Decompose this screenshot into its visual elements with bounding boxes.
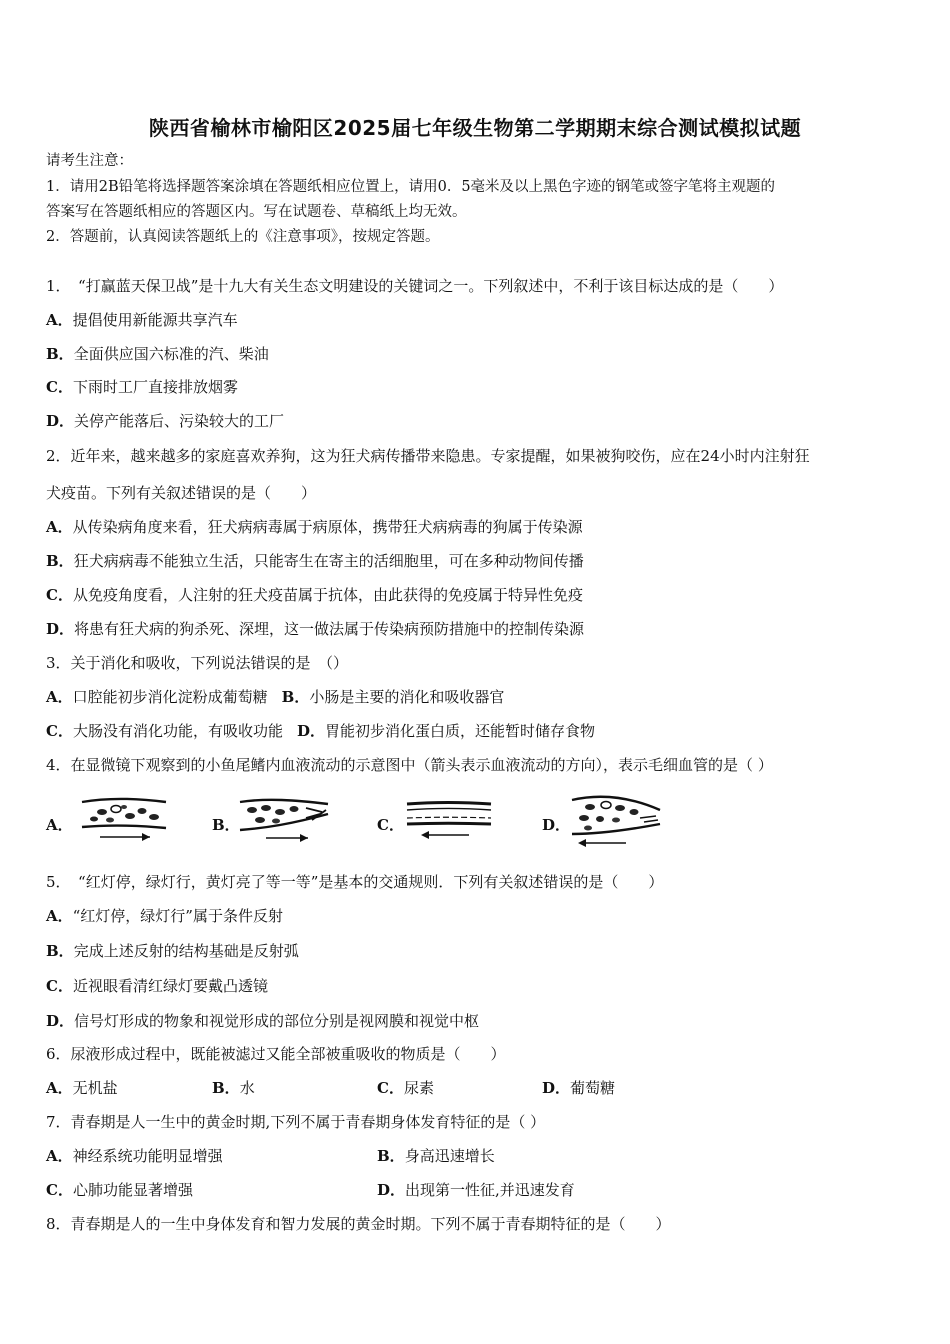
q5-option-c-label: C． [46,977,73,995]
q6-option-b-label: B． [212,1079,240,1097]
q5-option-b-text: 完成上述反射的结构基础是反射弧 [73,942,299,960]
q2-option-d-text: 将患有狂犬病的狗杀死、深埋，这一做法属于传染病预防措施中的控制传染源 [74,620,585,638]
q4-option-b-figure [212,790,342,850]
q6-stem: 6．尿液形成过程中，既能被滤过又能全部被重吸收的物质是（ ） [46,1045,506,1063]
q1-option-b-text: 全面供应国六标准的汽、柴油 [73,345,269,363]
q2-option-a-label: A． [46,518,73,536]
q4-option-a-figure [46,790,176,850]
notice-line-3: 2．答题前，认真阅读答题纸上的《注意事项》，按规定答题。 [46,229,440,245]
q7-option-a-text: 神经系统功能明显增强 [72,1147,223,1165]
q7-option-c [46,1180,193,1200]
page-title: 陕西省榆林市榆阳区2025届七年级生物第二学期期末综合测试模拟试题 [148,116,802,140]
q2-option-c-label: C． [46,586,73,604]
q1-option-b [46,344,269,364]
q6-option-c-text: 尿素 [403,1079,434,1097]
q3-option-a-label: A． [46,688,73,706]
q4-option-d-figure [542,790,672,850]
q3-option-a-text: 口腔能初步消化淀粉成葡萄糖 [72,688,268,706]
q8-stem: 8．青春期是人的一生中身体发育和智力发展的黄金时期。下列不属于青春期特征的是（ ） [46,1215,671,1233]
q5-option-a-label: A． [46,907,73,925]
q6-option-a-label: A． [46,1079,73,1097]
q3-stem: 3．关于消化和吸收，下列说法错误的是 （） [46,654,349,672]
vessel-diagram-b [236,790,336,846]
q6-option-c [377,1078,434,1098]
q5-option-b [46,941,299,961]
q4-option-d-label: D． [542,816,571,834]
q5-option-c [46,976,268,996]
q7-option-d [377,1180,575,1200]
q5-stem: 5． “红灯停，绿灯行，黄灯亮了等一等”是基本的交通规则．下列有关叙述错误的是（ ） [46,873,664,891]
q5-option-a [46,906,283,926]
q6-option-a-text: 无机盐 [72,1079,118,1097]
q2-stem-line-2: 犬疫苗。下列有关叙述错误的是（ ） [46,484,317,502]
q2-option-b [46,551,584,571]
q4-option-c-figure [377,790,507,850]
q1-option-c-text: 下雨时工厂直接排放烟雾 [72,378,238,396]
q7-option-d-text: 出现第一性征,并迅速发育 [405,1181,575,1199]
q2-stem-line-1: 2．近年来，越来越多的家庭喜欢养狗，这为狂犬病传播带来隐患。专家提醒，如果被狗咬伤，应在24小时内注射狂 [46,447,810,465]
q2-option-b-text: 狂犬病病毒不能独立生活，只能寄生在寄主的活细胞里，可在多种动物间传播 [73,552,584,570]
notice-line-2: 答案写在答题纸相应的答题区内。写在试题卷、草稿纸上均无效。 [46,204,467,220]
q1-option-d [46,411,284,431]
q4-stem: 4．在显微镜下观察到的小鱼尾鳍内血液流动的示意图中（箭头表示血液流动的方向），表示毛细血管的是（ ） [46,756,773,774]
q2-option-c-text: 从免疫角度看，人注射的狂犬疫苗属于抗体，由此获得的免疫属于特异性免疫 [72,586,583,604]
q3-option-c-text: 大肠没有消化功能，有吸收功能 [72,722,283,740]
q7-option-b-label: B． [377,1147,405,1165]
q4-option-a-label: A． [46,816,73,834]
q6-option-a [46,1078,118,1098]
q3-option-d-label: D． [296,722,325,740]
q7-option-b-text: 身高迅速增长 [404,1147,495,1165]
q3-option-ab [46,687,504,707]
q1-option-a-text: 提倡使用新能源共享汽车 [72,311,238,329]
q6-option-d-text: 葡萄糖 [570,1079,616,1097]
q3-option-cd [46,721,595,741]
notice-line-1: 1．请用2B铅笔将选择题答案涂填在答题纸相应位置上，请用0．5毫米及以上黑色字迹的钢笔或签字笔将主观题的 [46,179,776,195]
q7-stem: 7．青春期是人一生中的黄金时期,下列不属于青春期身体发育特征的是（ ） [46,1113,546,1131]
q6-option-b-text: 水 [239,1079,255,1097]
q4-option-b-label: B． [212,816,240,834]
q1-option-d-text: 关停产能落后、污染较大的工厂 [74,412,285,430]
q2-option-d [46,619,584,639]
vessel-diagram-c [403,790,495,846]
q1-option-c-label: C． [46,378,73,396]
q1-option-b-label: B． [46,345,74,363]
q2-option-d-label: D． [46,620,75,638]
q6-option-d [542,1078,615,1098]
q6-option-b [212,1078,255,1098]
q2-option-b-label: B． [46,552,74,570]
q1-stem: 1． “打赢蓝天保卫战”是十九大有关生态文明建设的关键词之一。下列叙述中，不利于该目标达成的是（ ） [46,277,784,295]
q5-option-a-text: “红灯停，绿灯行”属于条件反射 [72,907,283,925]
q7-option-d-label: D． [377,1181,406,1199]
q1-option-c [46,377,238,397]
q4-option-c-label: C． [377,816,404,834]
q2-option-c [46,585,583,605]
q7-option-b [377,1146,495,1166]
q7-option-a-label: A． [46,1147,73,1165]
q3-option-c-label: C． [46,722,73,740]
q5-option-b-label: B． [46,942,74,960]
q3-option-d-text: 胃能初步消化蛋白质，还能暂时储存食物 [324,722,595,740]
q5-option-d-text: 信号灯形成的物象和视觉形成的部位分别是视网膜和视觉中枢 [74,1012,480,1030]
q3-option-b-text: 小肠是主要的消化和吸收器官 [309,688,505,706]
q7-option-a [46,1146,223,1166]
q5-option-d-label: D． [46,1012,75,1030]
q5-option-d [46,1011,479,1031]
q7-option-c-label: C． [46,1181,73,1199]
vessel-diagram-a [80,790,170,846]
q6-option-c-label: C． [377,1079,404,1097]
q1-option-a [46,310,238,330]
vessel-diagram-d [568,790,666,850]
q7-option-c-text: 心肺功能显著增强 [72,1181,193,1199]
q1-option-a-label: A． [46,311,73,329]
q2-option-a-text: 从传染病角度来看，狂犬病病毒属于病原体，携带狂犬病病毒的狗属于传染源 [72,518,583,536]
q3-option-b-label: B． [281,688,310,706]
q6-option-d-label: D． [542,1079,571,1097]
q1-option-d-label: D． [46,412,75,430]
q2-option-a [46,517,583,537]
q5-option-c-text: 近视眼看清红绿灯要戴凸透镜 [72,977,268,995]
notice-heading: 请考生注意： [46,153,133,169]
